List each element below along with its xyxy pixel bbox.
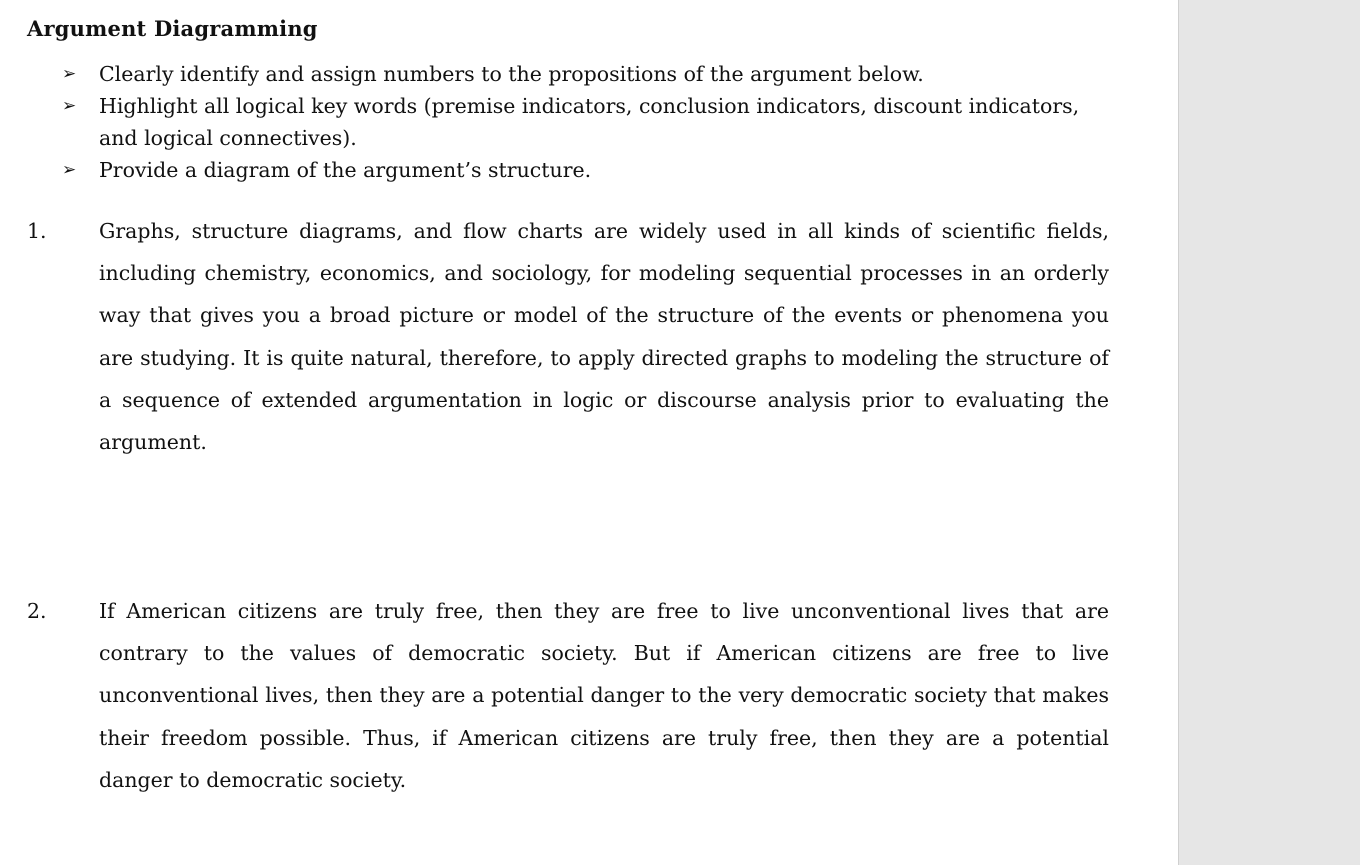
instruction-item [62,154,1092,186]
arrowhead-bullet-icon: ➢ [62,160,77,180]
question-text: Graphs, structure diagrams, and flow charts are widely used in all kinds of scientific fields, including chemistry, economics, and sociology, for modeling sequential processes in an orderly way that gives you a broad picture or model of the structure of the events or phenomena you are studying. It is quite natural, therefore, to apply directed graphs to modeling the structure of a sequence of extended argumentation in logic or discourse analysis prior to evaluating the argument. [99,219,1109,455]
instruction-item [62,58,1092,90]
question-number: 1. [27,219,47,243]
arrowhead-bullet-icon: ➢ [62,64,77,84]
arrowhead-bullet-icon: ➢ [62,96,77,116]
question-number: 2. [27,599,47,623]
page-title: Argument Diagramming [27,16,318,41]
question-text: If American citizens are truly free, then they are free to live unconventional lives that are contrary to the values of democratic society. But if American citizens are free to live unconventional lives, then they are a potential danger to the very democratic society that makes their freedom possible. Thus, if American citizens are truly free, then they are a potential danger to democratic society. [99,599,1109,792]
document-gutter [1179,0,1360,865]
instruction-text: Highlight all logical key words (premise indicators, conclusion indicators, discount indicators, and logical connectives). [99,94,1080,150]
instruction-text: Provide a diagram of the argument’s structure. [99,158,592,182]
instruction-list [62,58,1092,186]
instruction-item [62,90,1092,154]
instruction-text: Clearly identify and assign numbers to the propositions of the argument below. [99,62,924,86]
